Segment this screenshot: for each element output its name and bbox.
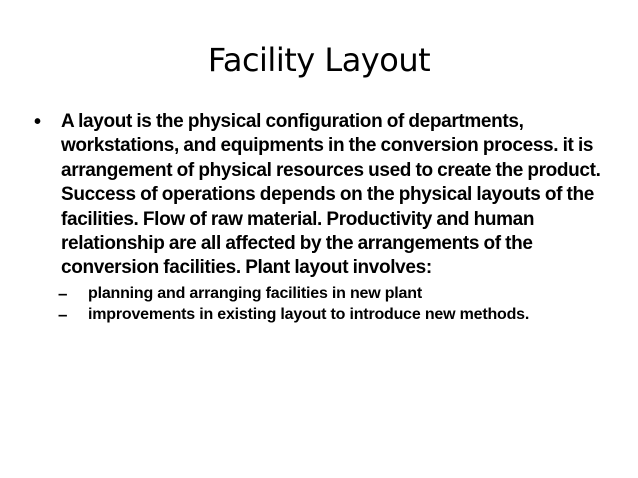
sub-bullet-marker: – — [58, 283, 68, 303]
slide-title: Facility Layout — [207, 41, 431, 79]
sub-bullet-marker: – — [58, 305, 68, 325]
sub-bullet-item — [58, 283, 610, 305]
bullet-item — [34, 110, 610, 281]
sub-bullet-list — [34, 283, 610, 326]
sub-bullet-text: improvements in existing layout to introduce new methods. — [88, 306, 530, 324]
sub-bullet-item — [58, 304, 610, 326]
sub-bullet-text: planning and arranging facilities in new plant — [88, 284, 422, 302]
bullet-text: A layout is the physical configuration of departments, workstations, and equipments in the conversion process. it is arrangement of physical resources used to create the product. Success of operations depends on the physical layouts of the facilities. Flow of raw material. Productivity and human relationship are all affected by the arrangements of the conversion facilities. Plant layout involves: — [61, 111, 601, 279]
slide-body — [34, 110, 610, 326]
bullet-marker: • — [34, 111, 42, 133]
